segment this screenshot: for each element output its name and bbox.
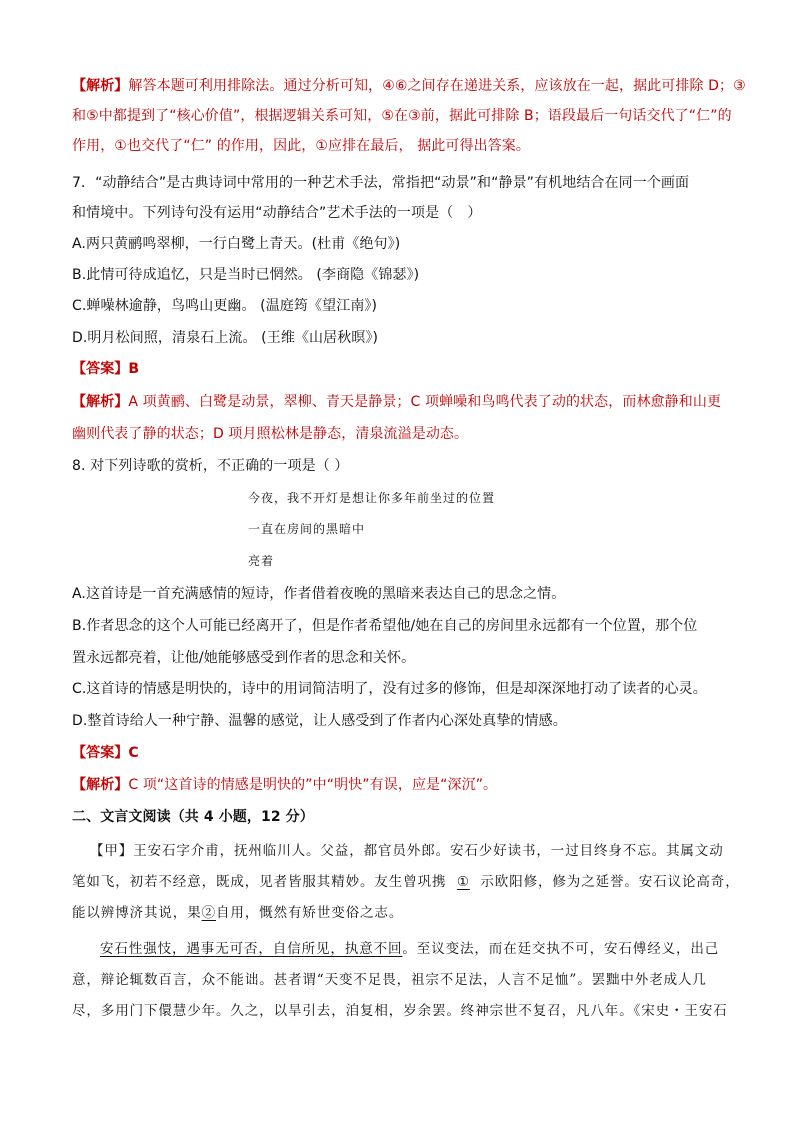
explanation-tag: 【解析】 [72,394,129,410]
option-a: A.两只黄鹂鸣翠柳，一行白鹭上青天。(杜甫《绝句》) [72,236,401,252]
explanation-line: 幽则代表了静的状态；D 项月照松林是静态，清泉流溢是动态。 [72,426,469,442]
passage-text: 能以辨博济其说，果 [72,905,202,921]
explanation-text: 解答本题可利用排除法。通过分析可知，④⑥之间存在递进关系，应该放在一起，据此可排除 D；③ [128,78,746,94]
option-a: A.这首诗是一首充满感情的短诗，作者借着夜晚的黑暗来表达自己的思念之情。 [72,586,566,602]
option-d: D.明月松间照，清泉石上流。 (王维《山居秋暝》) [72,330,379,346]
blank-2: ② [201,905,217,921]
passage-text: 。至议变法，而在廷交执不可，安石傅经义，出己 [402,941,720,957]
underlined-sentence: 安石性强忮，遇事无可否，自信所见，执意不回 [100,941,403,957]
passage-text: 笔如飞，初若不经意，既成，见者皆服其精妙。友生曾巩携 [72,874,447,890]
poem-line: 今夜，我不开灯是想让你多年前坐过的位置 [248,491,496,505]
option-c: C.蝉噪林逾静，鸟鸣山更幽。 (温庭筠《望江南》) [72,298,378,314]
answer-label: 【答案】C [72,745,139,761]
passage-text: 自用，慨然有矫世变俗之志。 [216,905,404,921]
option-c: C.这首诗的情感是明快的，诗中的用词简洁明了，没有过多的修饰，但是却深深地打动了读者的心灵。 [72,681,707,697]
question-7-stem: 和情境中。下列诗句没有运用“动静结合”艺术手法的一项是（ ） [72,205,482,221]
option-d: D.整首诗给人一种宁静、温馨的感觉，让人感受到了作者内心深处真挚的情感。 [72,713,567,729]
question-8-stem: 8. 对下列诗歌的赏析，不正确的一项是（ ） [72,458,349,474]
explanation-line [72,76,746,96]
blank-1: ① [456,874,470,890]
explanation-line: 和⑤中都提到了“核心价值”，根据逻辑关系可知，⑤在③前，据此可排除 B；语段最后一句话交代了“仁”的 [72,108,732,124]
passage-line: 意，辩论辄数百言，众不能诎。甚者谓“天变不足畏，祖宗不足法，人言不足恤”。罢黜中外老成人几 [72,972,707,988]
explanation-tag: 【解析】 [72,777,129,793]
option-b: 置永远都亮着，让他/她能够感受到作者的思念和关怀。 [72,650,416,666]
passage-line [100,939,719,959]
explanation-text: A 项黄鹂、白鹭是动景，翠柳、青天是静景；C 项蝉噪和鸟鸣代表了动的状态，而林愈静和山更 [128,394,722,410]
explanation-tag: 【解析】 [72,78,129,94]
explanation-line: 作用，①也交代了“仁” 的作用，因此，①应排在最后， 据此可得出答案。 [72,138,531,154]
option-b: B.此情可待成追忆，只是当时已惘然。 (李商隐《锦瑟》) [72,267,420,283]
poem-line: 一直在房间的黑暗中 [248,522,366,536]
explanation-line [72,392,721,412]
option-b: B.作者思念的这个人可能已经离开了，但是作者希望他/她在自己的房间里永远都有一个位置，那个位 [72,618,698,634]
passage-line [72,872,740,892]
passage-line: 尽，多用门下儇慧少年。久之，以旱引去，洎复相，岁余罢。终神宗世不复召，凡八年。《宋史・王安石 [72,1003,728,1019]
answer-label: 【答案】B [72,361,140,377]
explanation-line [72,775,497,795]
passage-line: 【甲】王安石字介甫，抚州临川人。父益，都官员外郎。安石少好读书，一过目终身不忘。其属文动 [90,843,724,859]
question-7-stem: 7．“动静结合”是古典诗词中常用的一种艺术手法，常指把“动景”和“静景”有机地结合在同一个画面 [72,175,690,191]
explanation-text: C 项“这首诗的情感是明快的”中“明快”有误，应是“深沉”。 [128,777,498,793]
passage-line [72,903,403,923]
section-heading: 二、文言文阅读（共 4 小题，12 分） [72,809,314,825]
passage-text: 示欧阳修，修为之延誉。安石议论高奇， [480,874,740,890]
poem-line: 亮着 [248,554,275,568]
